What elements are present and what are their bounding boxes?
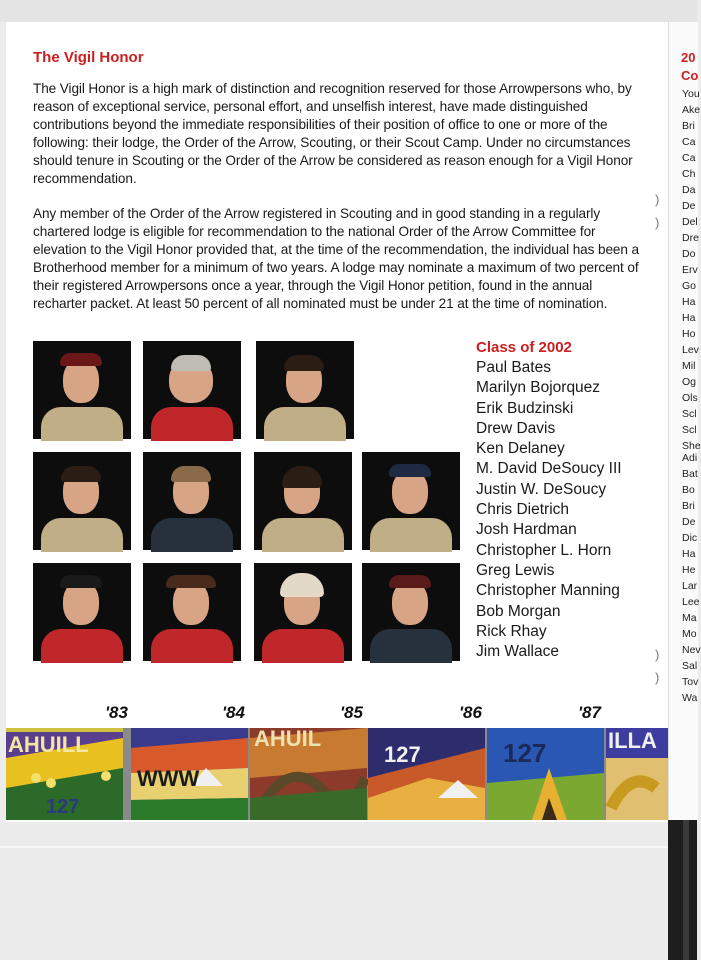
right-page-row: Ma bbox=[682, 612, 697, 624]
honoree-name: Erik Budzinski bbox=[476, 399, 574, 417]
member-photo bbox=[254, 563, 352, 661]
right-page-row: Erv bbox=[682, 264, 698, 276]
member-photo bbox=[143, 341, 241, 439]
right-page-row: Lee bbox=[682, 596, 700, 608]
right-page-row: You bbox=[682, 88, 700, 100]
scan-border-top bbox=[0, 0, 697, 22]
right-page-row: She bbox=[682, 440, 701, 452]
lodge-patch bbox=[6, 728, 123, 820]
right-page-row: Sal bbox=[682, 660, 698, 672]
honoree-name: Bob Morgan bbox=[476, 602, 561, 620]
book-binding-shadow bbox=[683, 820, 689, 960]
patch-text: 127 bbox=[384, 742, 421, 767]
right-page-row: Ca bbox=[682, 136, 696, 148]
right-page-row: Dre bbox=[682, 232, 699, 244]
member-photo bbox=[143, 563, 241, 661]
lodge-patch bbox=[368, 728, 485, 820]
section-heading: The Vigil Honor bbox=[33, 49, 144, 66]
class-title: Class of 2002 bbox=[476, 339, 572, 356]
right-page-row: Mil bbox=[682, 360, 696, 372]
right-page-row: Ha bbox=[682, 548, 696, 560]
honoree-name: Josh Hardman bbox=[476, 521, 577, 539]
member-photo bbox=[33, 341, 131, 439]
right-page-row: Del bbox=[682, 216, 698, 228]
honoree-name: Ken Delaney bbox=[476, 440, 565, 458]
right-page-row: Bri bbox=[682, 120, 695, 132]
member-photo bbox=[362, 563, 460, 661]
scan-artifact: ) bbox=[655, 647, 660, 662]
intro-paragraph: The Vigil Honor is a high mark of distinction and recognition reserved for those Arrowpersons who, by reason of exceptional service, personal effort, and unselfish interest, have made distinguished contributions beyond the immediate responsibilities of their position of office to one or more of the following: their lodge, the Order of the Arrow, Scouting, or their Scout Camp. Under no circumstances should tenure in Scouting or the Order of the Arrow be considered as reason enough for a Vigil Honor recommendation. bbox=[33, 81, 633, 186]
right-page-row: Ho bbox=[682, 328, 696, 340]
lodge-patch bbox=[250, 728, 367, 820]
honoree-name: Paul Bates bbox=[476, 359, 551, 376]
right-page-row: Bat bbox=[682, 468, 698, 480]
right-page-heading: 20 bbox=[681, 50, 696, 65]
honoree-name: Marilyn Bojorquez bbox=[476, 379, 601, 397]
right-page-row: De bbox=[682, 200, 696, 212]
right-page-row: Lar bbox=[682, 580, 698, 592]
honoree-name: Rick Rhay bbox=[476, 622, 547, 640]
right-page-row: Da bbox=[682, 184, 696, 196]
right-page-row: Scl bbox=[682, 424, 697, 436]
honoree-name: Justin W. DeSoucy bbox=[476, 480, 607, 498]
right-page-row: Ch bbox=[682, 168, 696, 180]
right-page-row: Bri bbox=[682, 500, 695, 512]
honoree-list bbox=[476, 358, 622, 662]
right-page-row: Ca bbox=[682, 152, 696, 164]
right-page-row: Nev bbox=[682, 644, 701, 656]
right-page-row: Adi bbox=[682, 452, 698, 464]
member-photo bbox=[143, 452, 241, 550]
right-page-row: Og bbox=[682, 376, 697, 388]
honoree-name: Chris Dietrich bbox=[476, 501, 570, 519]
scan-artifact: ) bbox=[655, 192, 660, 207]
page-edge-line bbox=[0, 846, 668, 848]
patch-text: 127 bbox=[503, 738, 547, 768]
right-page-row: Ake bbox=[682, 104, 701, 116]
right-page-row: Ha bbox=[682, 296, 696, 308]
right-page-row: Ols bbox=[682, 392, 698, 404]
right-page-row: Scl bbox=[682, 408, 697, 420]
lodge-patch bbox=[131, 728, 248, 820]
patch-text: AHUILL bbox=[8, 732, 89, 757]
scan-background bbox=[0, 822, 668, 960]
lodge-patch bbox=[487, 728, 604, 820]
right-page-row: Mo bbox=[682, 628, 697, 640]
honoree-name: Jim Wallace bbox=[476, 643, 559, 661]
year-label: '84 bbox=[222, 703, 245, 722]
patch-strip bbox=[6, 728, 668, 820]
right-page-row: Wa bbox=[682, 692, 698, 704]
year-label: '87 bbox=[578, 703, 601, 722]
scan-artifact: ) bbox=[655, 215, 660, 230]
year-label: '83 bbox=[105, 703, 128, 722]
right-page-row: Lev bbox=[682, 344, 699, 356]
member-photo bbox=[256, 341, 354, 439]
honoree-name: Christopher Manning bbox=[476, 582, 620, 600]
right-page-row: Go bbox=[682, 280, 697, 292]
member-photo bbox=[254, 452, 352, 550]
honoree-name: M. David DeSoucy III bbox=[476, 460, 622, 478]
right-page-row: He bbox=[682, 564, 696, 576]
lodge-patch bbox=[606, 728, 668, 820]
right-page-row: De bbox=[682, 516, 696, 528]
right-page-row: Dic bbox=[682, 532, 698, 544]
member-photo bbox=[362, 452, 460, 550]
patch-text: ILLA bbox=[608, 728, 657, 753]
year-label: '86 bbox=[459, 703, 482, 722]
right-page-row: Ha bbox=[682, 312, 696, 324]
honoree-name: Greg Lewis bbox=[476, 561, 555, 579]
patch-text: AHUIL bbox=[254, 726, 322, 751]
member-photo bbox=[33, 452, 131, 550]
honoree-name: Christopher L. Horn bbox=[476, 541, 612, 559]
patch-text: WWW bbox=[137, 766, 200, 791]
member-photo bbox=[33, 563, 131, 661]
scan-artifact: ) bbox=[655, 670, 660, 685]
patch-number: 127 bbox=[46, 796, 80, 818]
right-page-row: Do bbox=[682, 248, 696, 260]
year-label: '85 bbox=[340, 703, 363, 722]
right-page-heading: Co bbox=[681, 68, 699, 83]
eligibility-paragraph: Any member of the Order of the Arrow registered in Scouting and in good standing in a regularly chartered lodge is eligible for recommendation to the national Order of the Arrow Committee for elevation to the Vigil Honor provided that, at the time of the recommendation, the individual has been a Brotherhood member for a minimum of two years. A lodge may nominate a maximum of two percent of their registered Arrowpersons once a year, through the Vigil Honor petition, found in the annual recharter packet. At least 50 percent of all nominated must be under 21 at the time of nomination. bbox=[33, 206, 639, 311]
right-page-row: Bo bbox=[682, 484, 695, 496]
right-page-row: Tov bbox=[682, 676, 699, 688]
honoree-name: Drew Davis bbox=[476, 419, 556, 437]
